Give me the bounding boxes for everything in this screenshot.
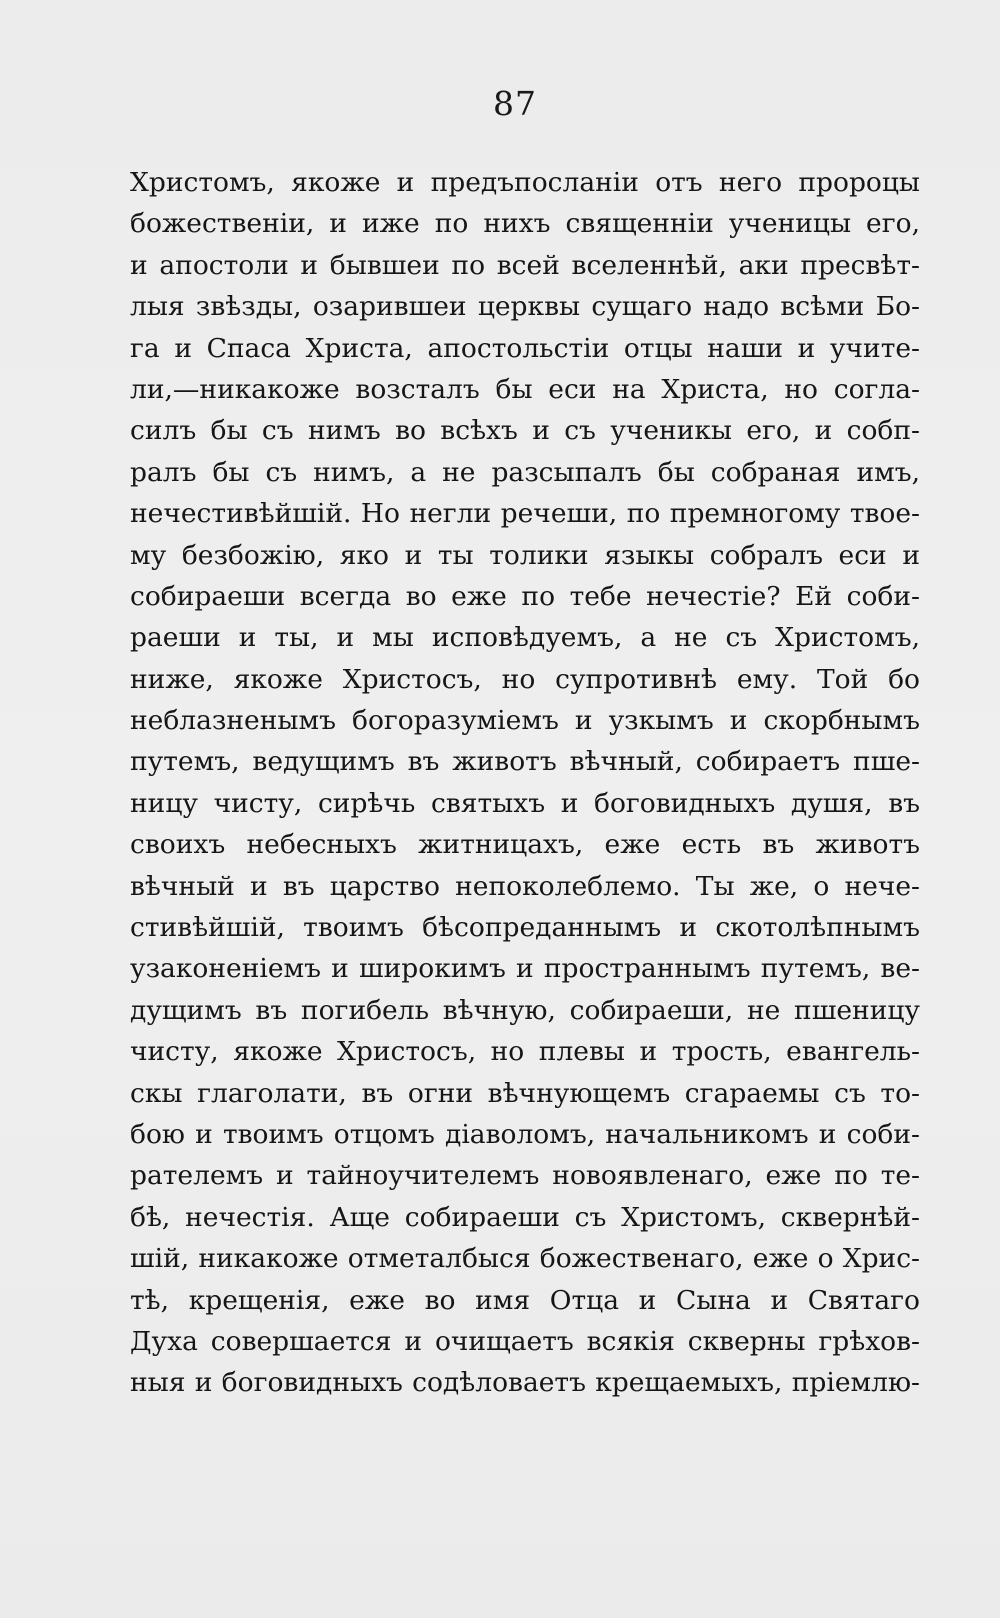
body-text [130,162,920,1404]
text-line: узаконеніемъ и широкимъ и пространнымъ путемъ, ве- [130,953,920,985]
text-line: га и Спаса Христа, апостольстіи отцы наши и учите- [130,332,920,364]
text-line: своихъ небесныхъ житницахъ, еже есть въ животъ [130,829,920,861]
text-line: дущимъ въ погибель вѣчную, собираеши, не пшеницу [130,994,920,1026]
text-line: собираеши всегда во еже по тебе нечестіе? Ей соби- [130,580,920,612]
text-line: ницу чисту, сирѣчь святыхъ и боговидныхъ душя, въ [130,787,920,819]
text-line: рателемъ и тайноучителемъ новоявленаго, еже по те- [130,1160,920,1192]
text-line: раеши и ты, и мы исповѣдуемъ, а не съ Христомъ, [130,622,920,654]
text-line: вѣчный и въ царство непоколеблемо. Ты же, о нече- [130,870,920,902]
text-line: шій, никакоже отметалбыся божественаго, еже о Хрис- [130,1243,920,1275]
text-line: бою и твоимъ отцомъ діаволомъ, начальникомъ и соби- [130,1118,920,1150]
text-line: ли,—никакоже возсталъ бы еси на Христа, но согла- [130,373,920,405]
text-line: чисту, якоже Христосъ, но плевы и трость, евангель- [130,1036,920,1068]
text-line: нечестивѣйшій. Но негли речеши, по премногому твое- [130,498,920,530]
text-line: ралъ бы съ нимъ, а не разсыпалъ бы собраная имъ, [130,456,920,488]
text-line: неблазненымъ богоразуміемъ и узкымъ и скорбнымъ [130,705,920,737]
text-line: бѣ, нечестія. Аще собираеши съ Христомъ, сквернѣй- [130,1201,920,1233]
text-line: му безбожію, яко и ты толики языкы собралъ еси и [130,539,920,571]
text-line: божественіи, и иже по нихъ священніи ученицы его, [130,208,920,240]
text-line: и апостоли и бывшеи по всей вселеннѣй, аки пресвѣт- [130,249,920,281]
text-line: тѣ, крещенія, еже во имя Отца и Сына и Святаго [130,1284,920,1316]
text-line: силъ бы съ нимъ во всѣхъ и съ ученикы его, и собп- [130,415,920,447]
text-line: путемъ, ведущимъ въ животъ вѣчный, собираетъ пше- [130,746,920,778]
text-line: ниже, якоже Христосъ, но супротивнѣ ему. Той бо [130,663,920,695]
page-number: 87 [493,84,537,123]
text-line: стивѣйшій, твоимъ бѣсопреданнымъ и скотолѣпнымъ [130,912,920,944]
text-line: лыя звѣзды, озарившеи церквы сущаго надо всѣми Бо- [130,291,920,323]
text-line: Христомъ, якоже и предъпосланіи отъ него пророцы [130,167,920,198]
text-line: Духа совершается и очищаетъ всякія скверны грѣхов- [130,1325,920,1357]
text-line: скы глаголати, въ огни вѣчнующемъ сгараемы съ то- [130,1077,920,1109]
text-line: ныя и боговидныхъ содѣловаетъ крещаемыхъ, пріемлю- [130,1367,920,1399]
